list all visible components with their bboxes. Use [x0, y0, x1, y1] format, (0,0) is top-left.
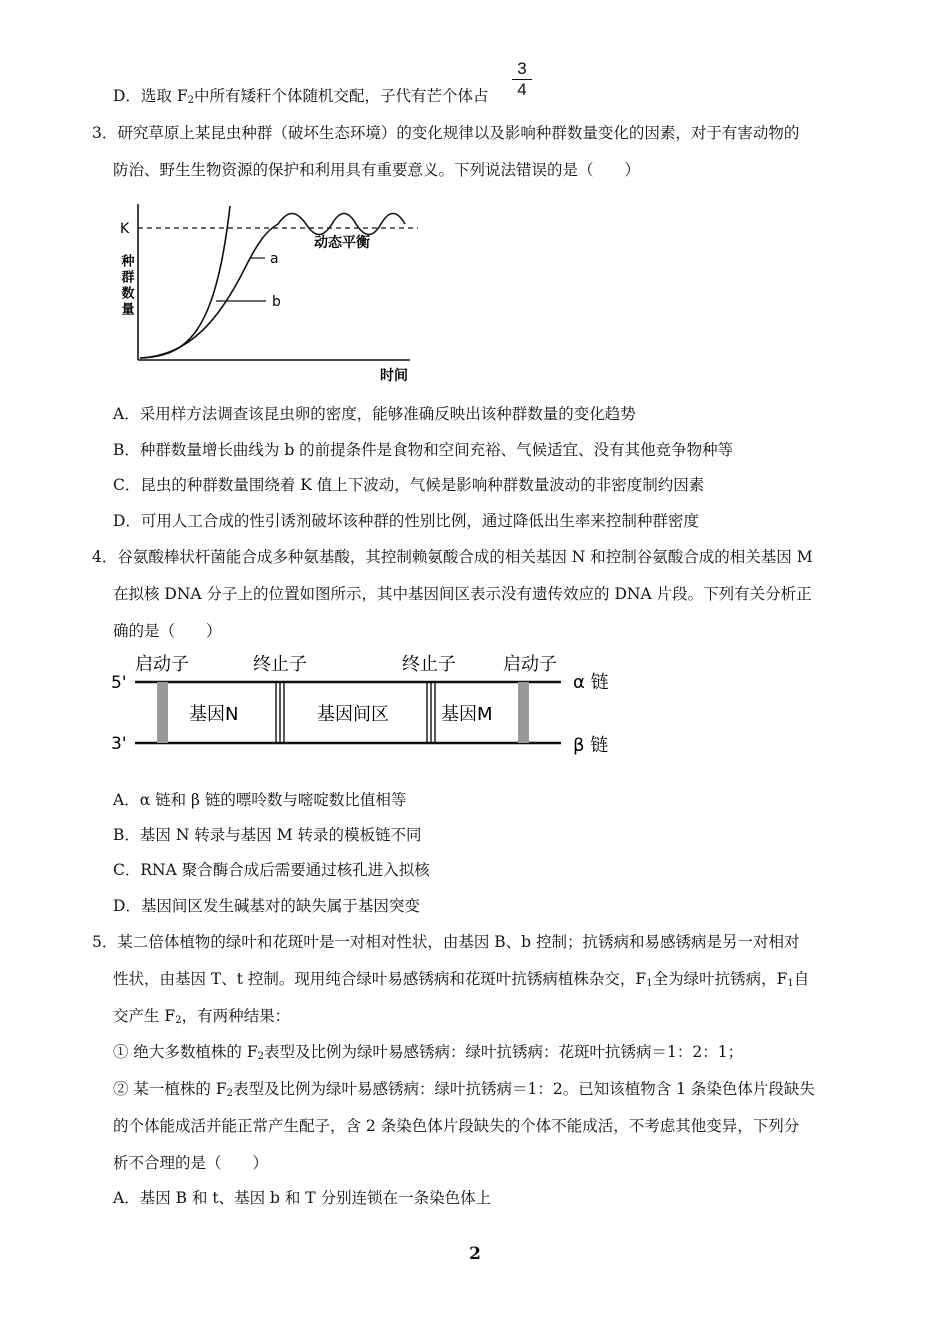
q4-option-d: D．基因间区发生碱基对的缺失属于基因突变: [113, 897, 420, 915]
gene-n-label: 基因N: [189, 704, 239, 725]
q3-option-a: A．采用样方法调查该昆虫卵的密度，能够准确反映出该种群数量的变化趋势: [113, 405, 636, 423]
gene-m-label: 基因M: [441, 704, 493, 725]
terminator-label-1: 终止子: [253, 654, 307, 675]
q5-result-2: ② 某一植株的 $F_2$表型及比例为绿叶易感锈病：绿叶抗锈病＝1：2。已知该植物含 1 条染色体片段缺失: [113, 1080, 815, 1099]
three-prime-label: 3': [111, 734, 127, 754]
page-number: 2: [469, 1244, 481, 1264]
terminator-label-2: 终止子: [402, 654, 456, 675]
curve-b-label: b: [272, 294, 281, 310]
q5-stem-line1: 5．某二倍体植物的绿叶和花斑叶是一对相对性状，由基因 B、b 控制；抗锈病和易感锈病是另一对相对: [92, 933, 800, 951]
curve-a-label: a: [270, 251, 279, 267]
y-axis-label: 种群数量: [118, 254, 134, 318]
q4-option-b: B．基因 N 转录与基因 M 转录的模板链不同: [113, 826, 422, 844]
q3-option-b: B．种群数量增长曲线为 b 的前提条件是食物和空间充裕、气候适宜、没有其他竞争物种等: [113, 441, 734, 459]
dna-gene-diagram: [105, 648, 625, 763]
promoter-box-2: [518, 682, 529, 743]
q3-option-c: C．昆虫的种群数量围绕着 K 值上下波动，气候是影响种群数量波动的非密度制约因素: [113, 476, 705, 494]
q4-stem-line1: 4．谷氨酸棒状杆菌能合成多种氨基酸，其控制赖氨酸合成的相关基因 N 和控制谷氨酸合成的相关基因 M: [92, 548, 813, 566]
q3-option-d: D．可用人工合成的性引诱剂破坏该种群的性别比例，通过降低出生率来控制种群密度: [113, 512, 699, 530]
promoter-label-1: 启动子: [135, 654, 189, 675]
q5-stem-line6: 的个体能成活并能正常产生配子，含 2 条染色体片段缺失的个体不能成活，不考虑其他变异，下列分: [113, 1117, 800, 1135]
promoter-label-2: 启动子: [503, 654, 557, 675]
q5-stem-line2: 性状，由基因 T、t 控制。现用纯合绿叶易感锈病和花斑叶抗锈病植株杂交，$F_1$全为绿叶抗锈病，$F_1$自: [113, 970, 810, 989]
q4-stem-line3: 确的是（ ）: [113, 622, 222, 640]
curve-j: [140, 206, 230, 358]
q5-result-1: ① 绝大多数植株的 $F_2$表型及比例为绿叶易感锈病：绿叶抗锈病：花斑叶抗锈病＝1：2：1；: [113, 1043, 744, 1062]
beta-strand-label: β 链: [573, 735, 609, 756]
fraction-three-quarters: 3 4: [512, 60, 532, 99]
q5-stem-line3: 交产生 $F_2$，有两种结果：: [113, 1007, 291, 1026]
x-axis-label: 时间: [380, 368, 408, 384]
k-label: K: [120, 221, 130, 237]
q4-option-c: C．RNA 聚合酶合成后需要通过核孔进入拟核: [113, 861, 430, 879]
q4-option-a: A．α 链和 β 链的嘌呤数与嘧啶数比值相等: [113, 791, 407, 809]
dynamic-balance-label: 动态平衡: [314, 235, 370, 251]
q3-stem-line1: 3．研究草原上某昆虫种群（破坏生态环境）的变化规律以及影响种群数量变化的因素，对于有害动物的: [92, 124, 800, 142]
promoter-box-1: [157, 682, 168, 743]
q3-stem-line2: 防治、野生生物资源的保护和利用具有重要意义。下列说法错误的是（ ）: [113, 161, 641, 179]
five-prime-label: 5': [111, 673, 127, 693]
q5-stem-line7: 析不合理的是（ ）: [113, 1154, 269, 1172]
q4-stem-line2: 在拟核 DNA 分子上的位置如图所示，其中基因间区表示没有遗传效应的 DNA 片段。下列有关分析正: [113, 585, 812, 603]
q2-option-d: D．选取 $F_2$中所有矮秆个体随机交配，子代有芒个体占: [113, 87, 489, 106]
q5-option-a: A．基因 B 和 t、基因 b 和 T 分别连锁在一条染色体上: [113, 1189, 492, 1207]
alpha-strand-label: α 链: [573, 672, 609, 693]
intergenic-label: 基因间区: [317, 704, 389, 725]
population-growth-graph: [110, 198, 430, 388]
